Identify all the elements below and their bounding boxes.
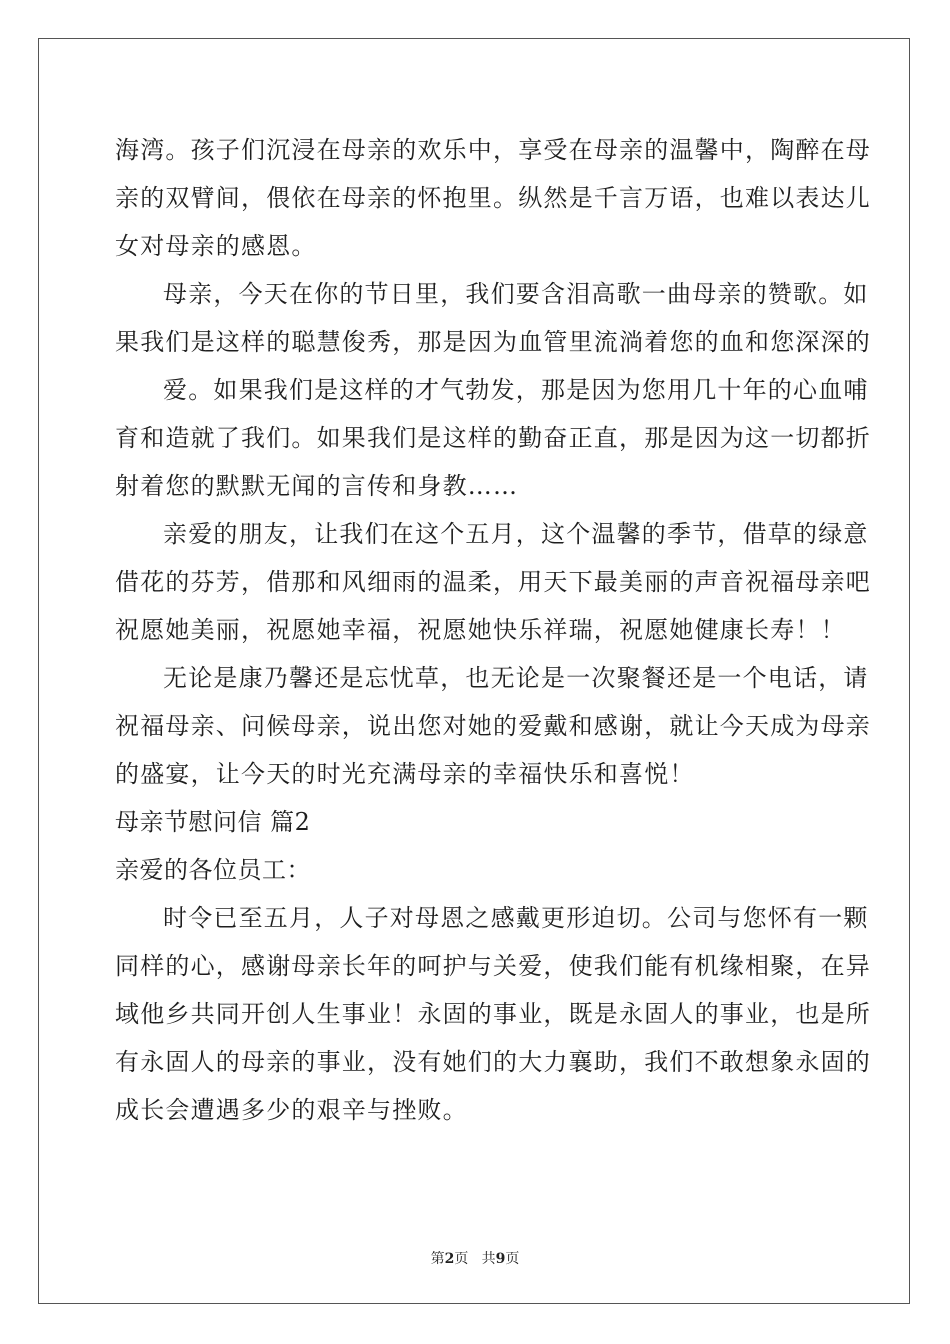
text-line: 祝愿她美丽，祝愿她幸福，祝愿她快乐祥瑞，祝愿她健康长寿！！ [115, 616, 846, 644]
text-line: 女对母亲的感恩。 [115, 232, 317, 260]
text-line: 时令已至五月，人子对母恩之感戴更形迫切。公司与您怀有一颗 [163, 904, 869, 932]
total-pages: 9 [495, 1251, 506, 1267]
text-line: 亲的双臂间，偎依在母亲的怀抱里。纵然是千言万语，也难以表达儿 [115, 184, 871, 212]
text-line: 爱。如果我们是这样的才气勃发，那是因为您用几十年的心血哺 [163, 376, 869, 404]
text-line: 的盛宴，让今天的时光充满母亲的幸福快乐和喜悦！ [115, 760, 695, 788]
text-line: 祝福母亲、问候母亲，说出您对她的爱戴和感谢，就让今天成为母亲 [115, 712, 871, 740]
text-line: 借花的芬芳，借那和风细雨的温柔，用天下最美丽的声音祝福母亲吧 [115, 568, 871, 596]
salutation: 亲爱的各位员工： [115, 856, 311, 884]
text-line: 无论是康乃馨还是忘忧草，也无论是一次聚餐还是一个电话，请 [163, 664, 869, 692]
page-footer [0, 1248, 950, 1268]
text-line: 果我们是这样的聪慧俊秀，那是因为血管里流淌着您的血和您深深的 [115, 328, 871, 356]
total-suffix: 页 [505, 1251, 520, 1267]
text-line: 母亲，今天在你的节日里，我们要含泪高歌一曲母亲的赞歌。如 [163, 280, 869, 308]
text-line: 有永固人的母亲的事业，没有她们的大力襄助，我们不敢想象永固的 [115, 1048, 871, 1076]
text-line: 射着您的默默无闻的言传和身教…… [115, 472, 519, 500]
page-prefix: 第 [430, 1251, 445, 1267]
text-line: 海湾。孩子们沉浸在母亲的欢乐中，享受在母亲的温馨中，陶醉在母 [115, 136, 871, 164]
text-line: 同样的心，感谢母亲长年的呵护与关爱，使我们能有机缘相聚，在异 [115, 952, 871, 980]
text-line: 成长会遭遇多少的艰辛与挫败。 [115, 1096, 468, 1124]
text-line: 育和造就了我们。如果我们是这样的勤奋正直，那是因为这一切都折 [115, 424, 871, 452]
page-suffix: 页 [454, 1251, 469, 1267]
section-heading: 母亲节慰问信 篇2 [115, 808, 311, 836]
page-number: 2 [444, 1251, 455, 1267]
text-line: 亲爱的朋友，让我们在这个五月，这个温馨的季节，借草的绿意 [163, 520, 869, 548]
total-prefix: 共 [481, 1251, 496, 1267]
document-body [115, 126, 871, 1134]
text-line: 域他乡共同开创人生事业！永固的事业，既是永固人的事业，也是所 [115, 1000, 871, 1028]
